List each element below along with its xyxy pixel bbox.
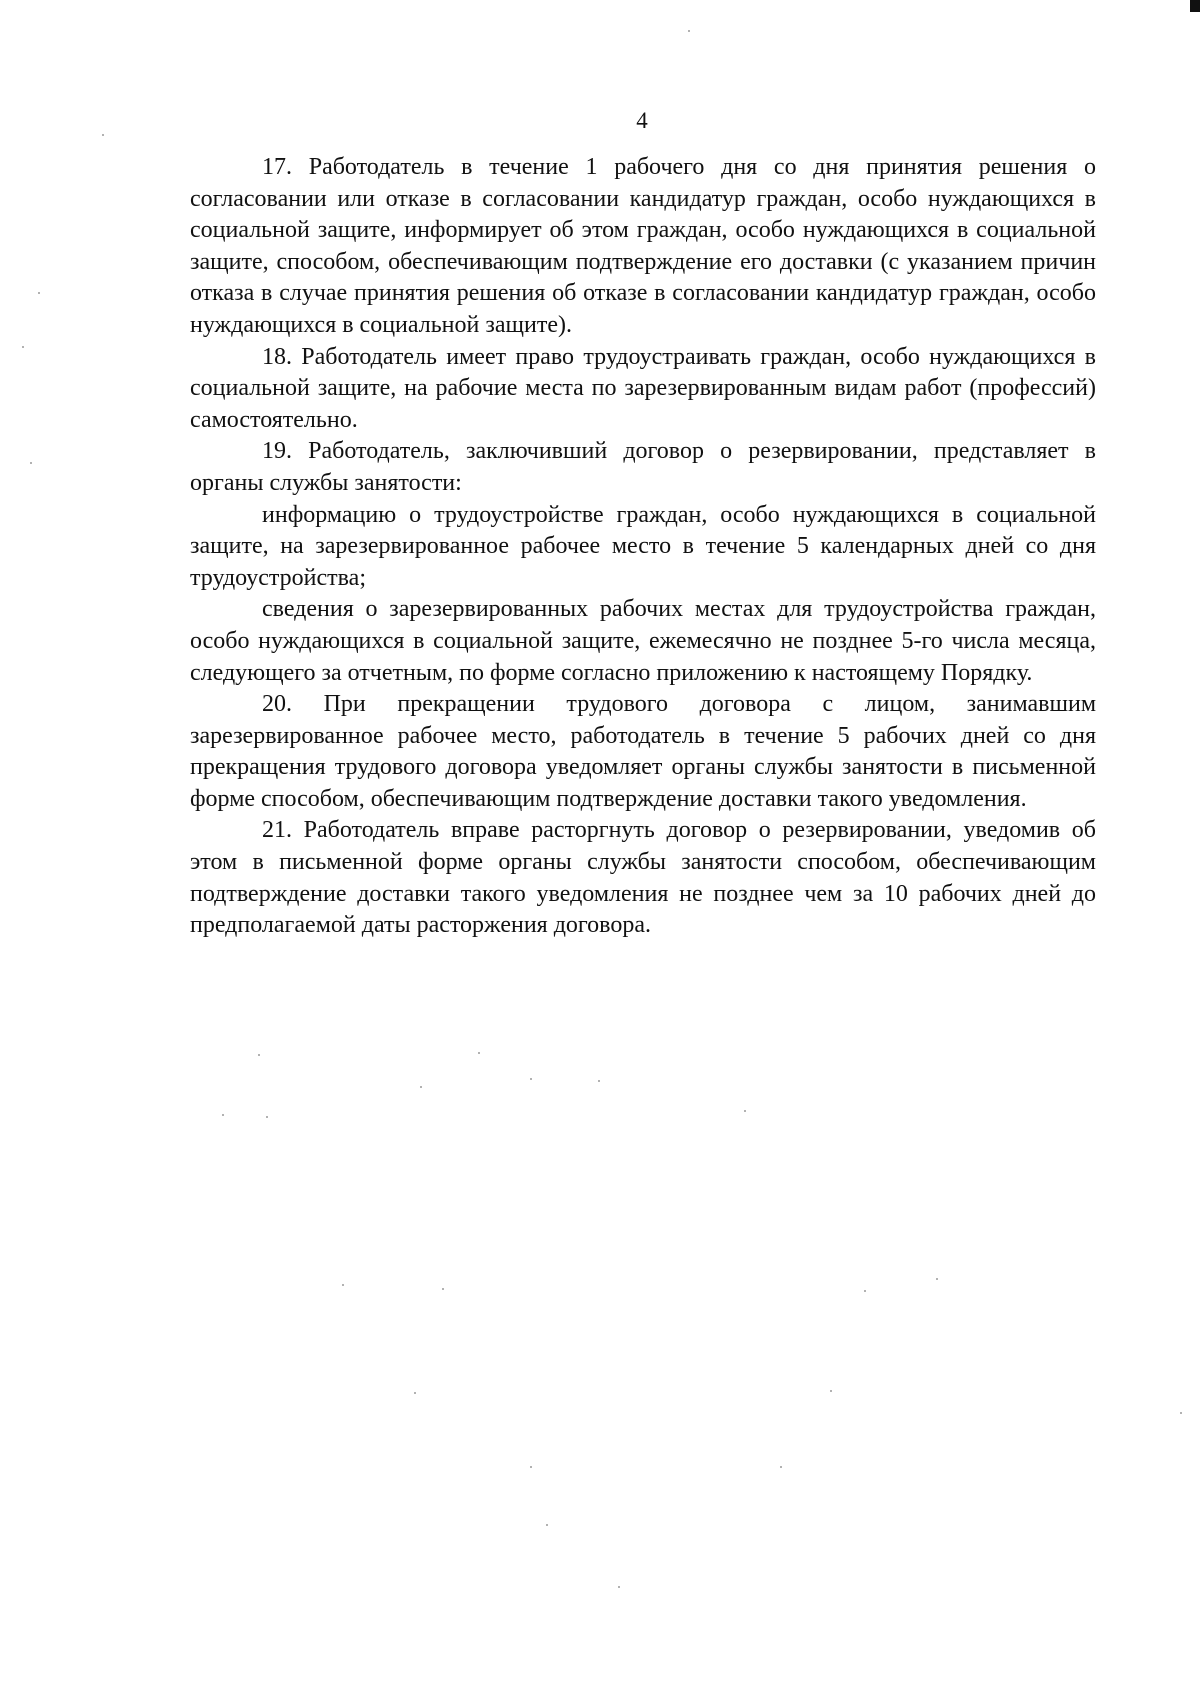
scan-speck: [1180, 1412, 1182, 1414]
scan-speck: [744, 1110, 746, 1112]
paragraph-17: 17. Работодатель в течение 1 рабочего дня со дня принятия решения о согласовании или отказе в согласовании кандидатур граждан, особо нуждающихся в социальной защите, информирует об этом граждан, особо нуждающихся в социальной защите, способом, обеспечивающим подтверждение его доставки (с указанием причин отказа в случае принятия решения об отказе в согласовании кандидатур граждан, особо нуждающихся в социальной защите).: [190, 154, 1096, 338]
paragraph-19: 19. Работодатель, заключивший договор о резервировании, представляет в органы службы занятости:: [190, 438, 1096, 496]
scan-speck: [780, 1466, 782, 1468]
paragraph-18: 18. Работодатель имеет право трудоустраивать граждан, особо нуждающихся в социальной защите, на рабочие места по зарезервированным видам работ (профессий) самостоятельно.: [190, 343, 1096, 433]
scan-speck: [38, 292, 40, 294]
scan-speck: [414, 1392, 416, 1394]
paragraph-19-item-1: информацию о трудоустройстве граждан, особо нуждающихся в социальной защите, на зарезервированное рабочее место в течение 5 календарных дней со дня трудоустройства;: [190, 501, 1096, 591]
scan-corner-mark: [1190, 0, 1200, 12]
paragraph-21: 21. Работодатель вправе расторгнуть договор о резервировании, уведомив об этом в письменной форме органы службы занятости способом, обеспечивающим подтверждение доставки такого уведомления не позднее чем за 10 рабочих дней до предполагаемой даты расторжения договора.: [190, 817, 1096, 939]
scan-speck: [22, 346, 24, 348]
scan-speck: [266, 1116, 268, 1118]
scan-speck: [530, 1078, 532, 1080]
scan-speck: [830, 1390, 832, 1392]
scan-speck: [864, 1290, 866, 1292]
scan-speck: [442, 1288, 444, 1290]
scan-speck: [258, 1054, 260, 1056]
scan-speck: [478, 1052, 480, 1054]
scan-speck: [598, 1080, 600, 1082]
scan-speck: [546, 1524, 548, 1526]
paragraph-19-item-2: сведения о зарезервированных рабочих местах для трудоустройства граждан, особо нуждающихся в социальной защите, ежемесячно не позднее 5-го числа месяца, следующего за отчетным, по форме согласно приложению к настоящему Порядку.: [190, 596, 1096, 686]
scan-speck: [688, 30, 690, 32]
scan-speck: [618, 1586, 620, 1588]
page-number: 4: [636, 108, 648, 133]
scan-speck: [30, 462, 32, 464]
scan-speck: [420, 1086, 422, 1088]
paragraph-20: 20. При прекращении трудового договора с лицом, занимавшим зарезервированное рабочее место, работодатель в течение 5 рабочих дней со дня прекращения трудового договора уведомляет органы службы занятости в письменной форме способом, обеспечивающим подтверждение доставки такого уведомления.: [190, 691, 1096, 812]
scan-speck: [342, 1284, 344, 1286]
document-body: [190, 152, 1096, 942]
scan-speck: [530, 1466, 532, 1468]
scan-speck: [936, 1278, 938, 1280]
scan-speck: [102, 134, 104, 136]
scan-speck: [222, 1114, 224, 1116]
